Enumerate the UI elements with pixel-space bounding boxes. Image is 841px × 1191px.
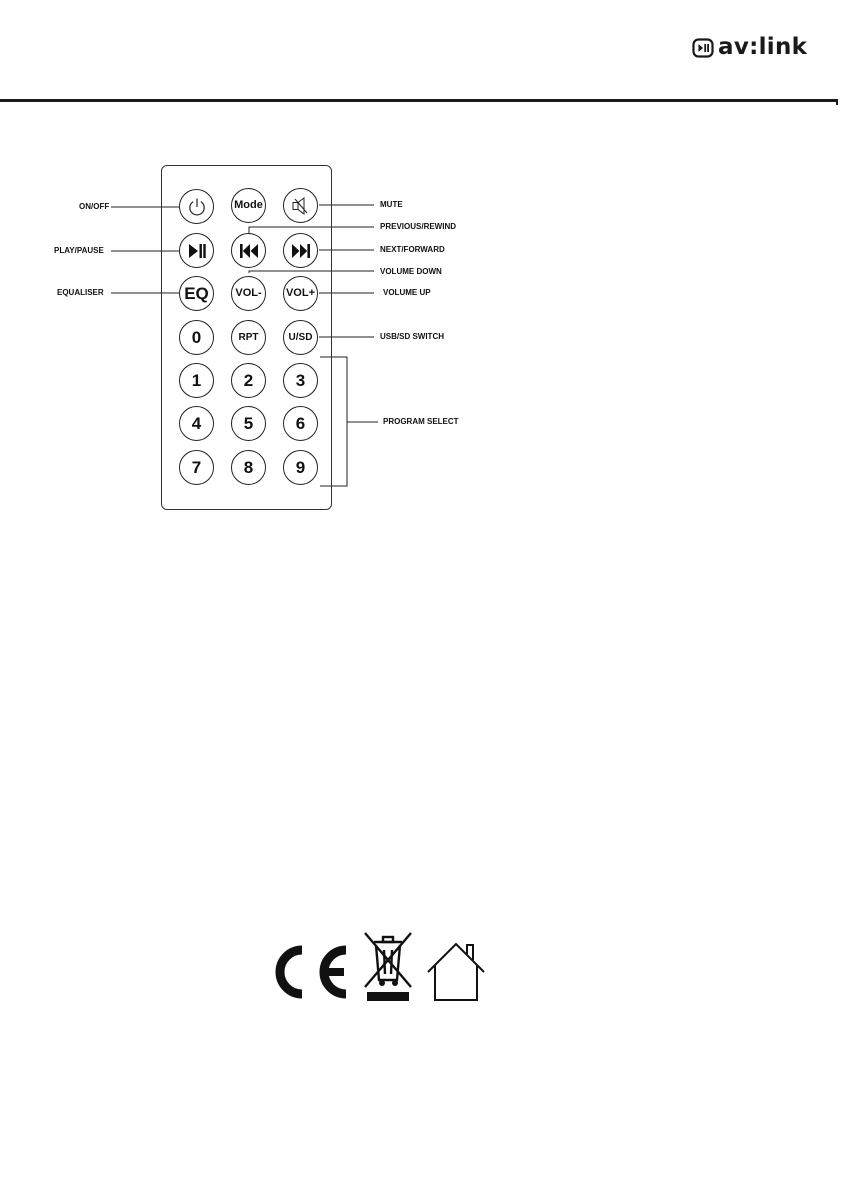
label-program-select: PROGRAM SELECT <box>383 417 459 426</box>
brand-name: av:link <box>718 34 808 60</box>
previous-button[interactable] <box>231 233 266 268</box>
fast-forward-icon <box>291 243 311 259</box>
play-pause-button[interactable] <box>179 233 214 268</box>
usb-sd-button[interactable]: U/SD <box>283 320 318 355</box>
digit-7-button[interactable]: 7 <box>179 450 214 485</box>
repeat-button[interactable]: RPT <box>231 320 266 355</box>
compliance-marks <box>268 930 486 1002</box>
label-equaliser: EQUALISER <box>57 288 104 297</box>
label-next-forward: NEXT/FORWARD <box>380 245 445 254</box>
mode-button[interactable]: Mode <box>231 188 266 223</box>
eq-button[interactable]: EQ <box>179 276 214 311</box>
label-on-off: ON/OFF <box>79 202 110 211</box>
weee-bin-icon <box>362 930 414 1002</box>
label-usb-sd-switch: USB/SD SWITCH <box>380 332 444 341</box>
power-icon <box>187 197 207 217</box>
label-play-pause: PLAY/PAUSE <box>54 246 104 255</box>
label-volume-up: VOLUME UP <box>383 288 431 297</box>
next-button[interactable] <box>283 233 318 268</box>
digit-9-button[interactable]: 9 <box>283 450 318 485</box>
volume-up-button[interactable]: VOL+ <box>283 276 318 311</box>
mute-button[interactable] <box>283 188 318 223</box>
label-volume-down: VOLUME DOWN <box>380 267 442 276</box>
volume-down-button[interactable]: VOL- <box>231 276 266 311</box>
digit-2-button[interactable]: 2 <box>231 363 266 398</box>
digit-5-button[interactable]: 5 <box>231 406 266 441</box>
digit-1-button[interactable]: 1 <box>179 363 214 398</box>
speaker-mute-icon <box>291 196 311 216</box>
digit-3-button[interactable]: 3 <box>283 363 318 398</box>
digit-0-button[interactable]: 0 <box>179 320 214 355</box>
label-mute: MUTE <box>380 200 403 209</box>
digit-8-button[interactable]: 8 <box>231 450 266 485</box>
digit-6-button[interactable]: 6 <box>283 406 318 441</box>
digit-4-button[interactable]: 4 <box>179 406 214 441</box>
label-previous-rewind: PREVIOUS/REWIND <box>380 222 457 231</box>
indoor-use-house-icon <box>426 940 486 1002</box>
play-pause-icon <box>187 243 207 259</box>
ce-mark-icon <box>268 942 350 1002</box>
callout-lines <box>0 0 841 560</box>
rewind-icon <box>239 243 259 259</box>
power-button[interactable] <box>179 189 214 224</box>
